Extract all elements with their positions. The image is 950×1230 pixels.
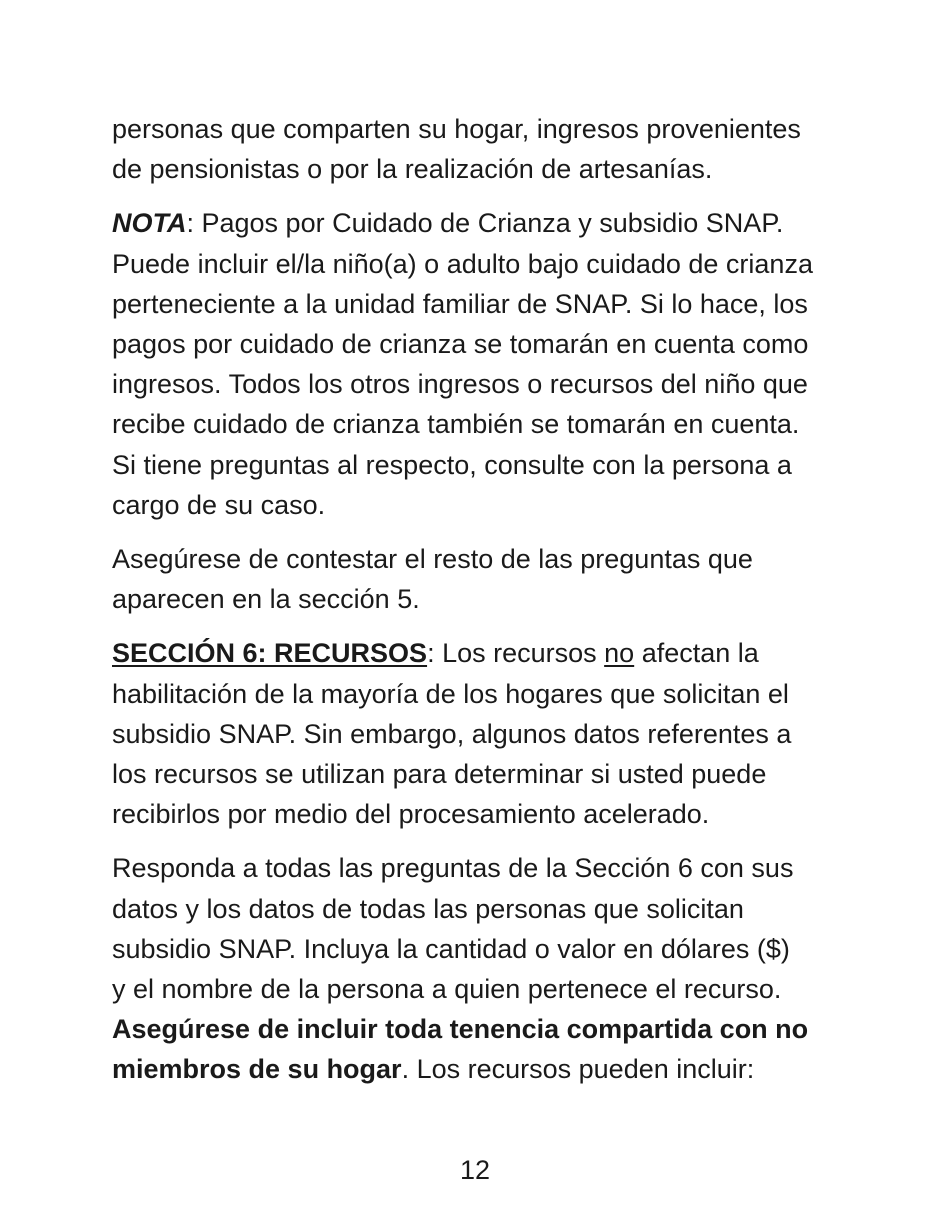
note-line-rest: : Pagos por Cuidado de Crianza y subsidio SNAP.	[186, 208, 784, 239]
section-6-text: afectan la	[634, 638, 759, 669]
text-line: aparecen en la sección 5.	[112, 584, 420, 615]
text-line: personas que comparten su hogar, ingresos provenientes	[112, 114, 801, 144]
text-line	[112, 203, 852, 243]
text-line: habilitación de la mayoría de los hogares que solicitan el	[112, 678, 789, 709]
section-6-text: : Los recursos	[427, 638, 605, 669]
text-line: datos y los datos de todas las personas que solicitan	[112, 893, 744, 924]
text-line: ingresos. Todos los otros ingresos o recursos del niño que	[112, 369, 808, 400]
text-line: perteneciente a la unidad familiar de SNAP. Si lo hace, los	[112, 288, 808, 319]
answer-remaining-questions-paragraph	[112, 539, 852, 619]
bold-instruction-line: Asegúrese de incluir toda tenencia compartida con no	[112, 1014, 809, 1045]
text-line: Puede incluir el/la niño(a) o adulto bajo cuidado de crianza	[112, 248, 813, 279]
text-line: recibirlos por medio del procesamiento acelerado.	[112, 799, 710, 830]
answer-section-6-paragraph	[112, 848, 852, 1089]
section-6-resources-paragraph	[112, 633, 852, 834]
underlined-word: no	[604, 638, 635, 669]
text-line: Si tiene preguntas al respecto, consulte con la persona a	[112, 449, 792, 480]
text-line	[112, 633, 852, 673]
foster-care-note-paragraph	[112, 203, 852, 525]
text-line: los recursos se utilizan para determinar si usted puede	[112, 759, 767, 790]
text-line: subsidio SNAP. Sin embargo, algunos datos referentes a	[112, 718, 792, 749]
section-6-heading: SECCIÓN 6: RECURSOS	[112, 638, 428, 669]
text-line	[112, 1049, 852, 1089]
text-line: de pensionistas o por la realización de artesanías.	[112, 154, 713, 185]
text-line: subsidio SNAP. Incluya la cantidad o valor en dólares ($)	[112, 933, 790, 964]
note-label: NOTA	[112, 208, 187, 239]
resources-intro-text: . Los recursos pueden incluir:	[401, 1054, 755, 1085]
text-line: Asegúrese de contestar el resto de las preguntas que	[112, 544, 753, 575]
income-continuation-paragraph	[112, 109, 852, 189]
text-line: Responda a todas las preguntas de la Sección 6 con sus	[112, 853, 794, 884]
text-line: pagos por cuidado de crianza se tomarán en cuenta como	[112, 329, 809, 360]
document-page	[112, 109, 852, 1104]
text-line: cargo de su caso.	[112, 489, 326, 520]
text-line: recibe cuidado de crianza también se tomarán en cuenta.	[112, 409, 800, 440]
text-line: y el nombre de la persona a quien pertenece el recurso.	[112, 974, 782, 1005]
page-number: 12	[459, 1155, 491, 1185]
bold-instruction-text: miembros de su hogar	[112, 1054, 402, 1085]
